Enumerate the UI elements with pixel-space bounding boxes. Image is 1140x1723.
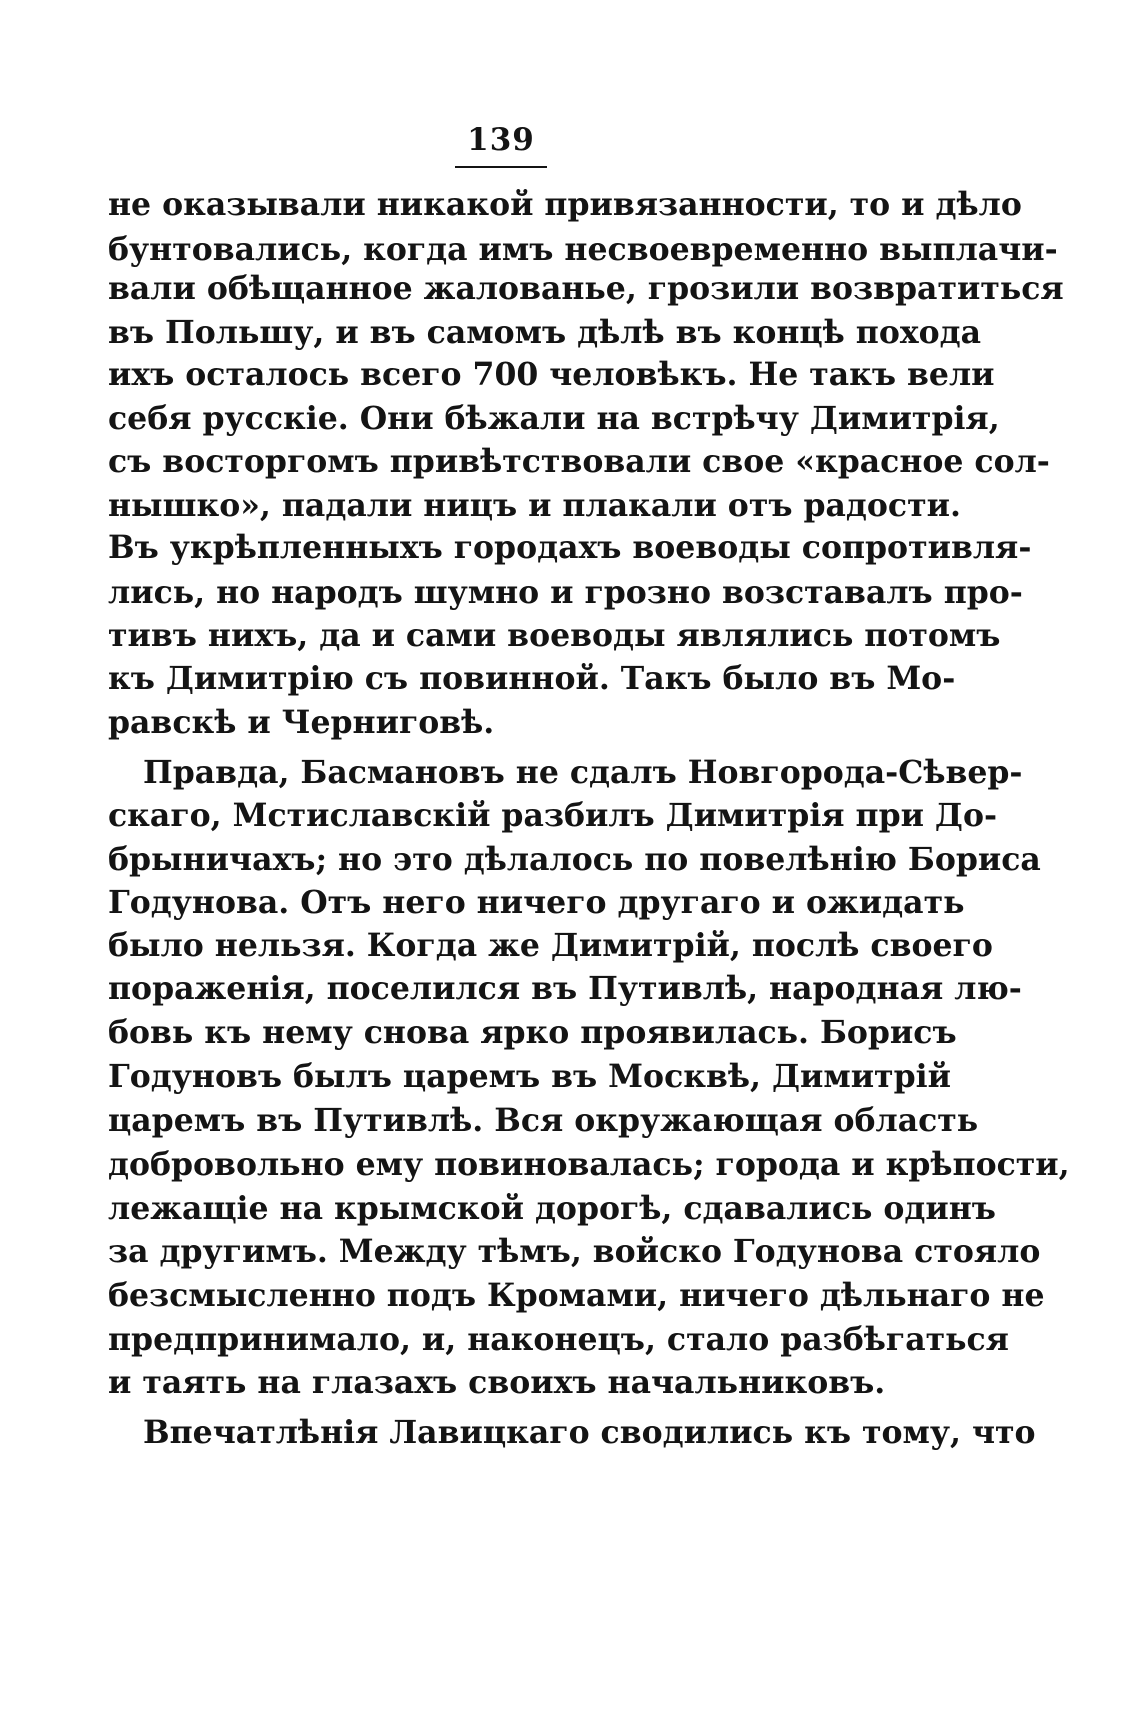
- text-line: Годуновъ былъ царемъ въ Москвѣ, Димитрій: [108, 1058, 951, 1095]
- text-line: бовь къ нему снова ярко проявилась. Борисъ: [108, 1014, 957, 1051]
- text-line: и таять на глазахъ своихъ начальниковъ.: [108, 1364, 886, 1401]
- text-line: Правда, Басмановъ не сдалъ Новгорода-Сѣвер-: [143, 754, 1023, 791]
- text-line: скаго, Мстиславскій разбилъ Димитрія при До-: [108, 797, 998, 834]
- text-line: съ восторгомъ привѣтствовали свое «красное сол-: [108, 443, 1050, 480]
- text-line: лись, но народъ шумно и грозно возставалъ про-: [108, 574, 1023, 611]
- text-line: ихъ осталось всего 700 человѣкъ. Не такъ вели: [108, 356, 995, 393]
- text-line: царемъ въ Путивлѣ. Вся окружающая область: [108, 1102, 979, 1139]
- text-line: Въ укрѣпленныхъ городахъ воеводы сопротивля-: [108, 529, 1032, 566]
- text-line: вали обѣщанное жалованье, грозили возвратиться: [108, 270, 1064, 307]
- text-line: было нельзя. Когда же Димитрій, послѣ своего: [108, 927, 993, 964]
- text-line: пораженія, поселился въ Путивлѣ, народная лю-: [108, 970, 1022, 1007]
- text-line: добровольно ему повиновалась; города и крѣпости,: [108, 1146, 1070, 1183]
- text-line: бунтовались, когда имъ несвоевременно выплачи-: [108, 231, 1058, 268]
- text-line: не оказывали никакой привязанности, то и дѣло: [108, 186, 1022, 223]
- text-line: безсмысленно подъ Кромами, ничего дѣльнаго не: [108, 1277, 1045, 1314]
- text-line: равскѣ и Черниговѣ.: [108, 704, 495, 741]
- text-line: въ Польшу, и въ самомъ дѣлѣ въ концѣ похода: [108, 314, 982, 351]
- page-number: 139: [467, 122, 535, 158]
- text-line: себя русскіе. Они бѣжали на встрѣчу Димитрія,: [108, 400, 1000, 437]
- text-line: тивъ нихъ, да и сами воеводы являлись потомъ: [108, 617, 1001, 654]
- text-line: лежащіе на крымской дорогѣ, сдавались одинъ: [108, 1190, 996, 1227]
- text-line: предпринимало, и, наконецъ, стало разбѣгаться: [108, 1321, 1009, 1358]
- text-line: нышко», падали ницъ и плакали отъ радости.: [108, 487, 961, 524]
- text-line: Годунова. Отъ него ничего другаго и ожидать: [108, 884, 965, 921]
- text-line: брыничахъ; но это дѣлалось по повелѣнію Бориса: [108, 841, 1041, 878]
- text-line: Впечатлѣнія Лавицкаго сводились къ тому, что: [143, 1414, 1036, 1451]
- text-line: за другимъ. Между тѣмъ, войско Годунова стояло: [108, 1233, 1041, 1270]
- page-number-rule: [455, 166, 547, 168]
- text-line: къ Димитрію съ повинной. Такъ было въ Мо-: [108, 660, 956, 697]
